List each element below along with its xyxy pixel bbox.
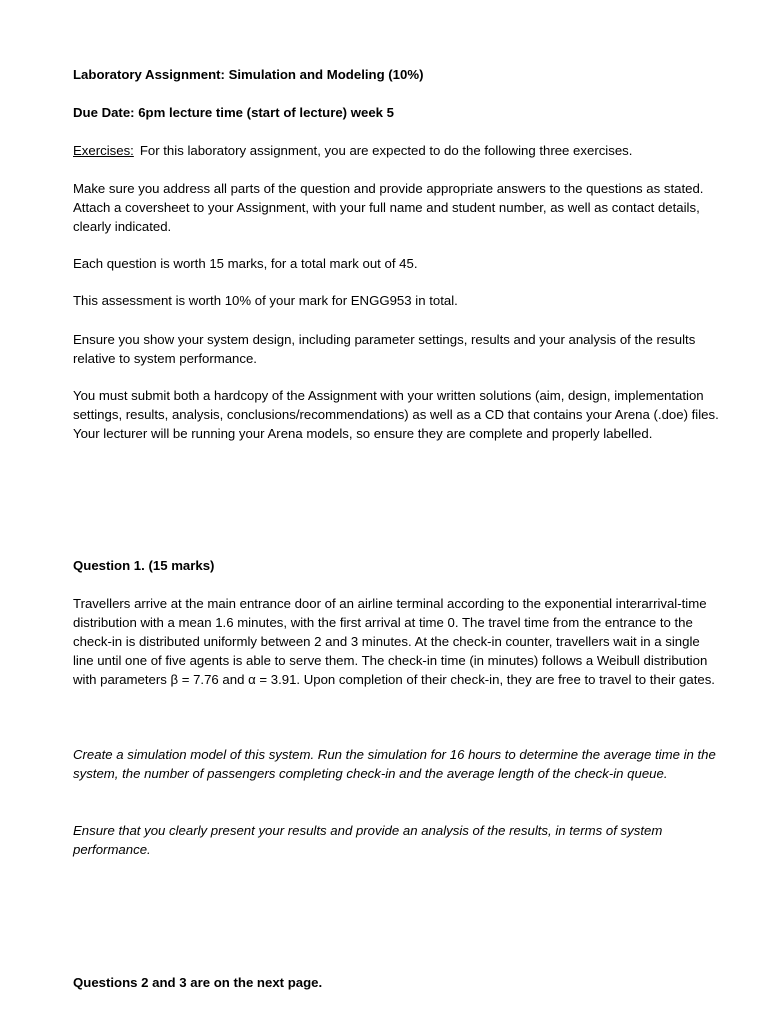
question-1-note: Ensure that you clearly present your results and provide an analysis of the results, in terms of system performance. [73,823,663,857]
question-1-task: Create a simulation model of this system. Run the simulation for 16 hours to determine the average time in the system, the number of passengers completing check-in and the average length of the check-in queue. [73,747,716,781]
instruction-paragraph-2: Each question is worth 15 marks, for a total mark out of 45. [73,256,418,271]
instruction-paragraph-1: Make sure you address all parts of the question and provide appropriate answers to the questions as stated. Attach a coversheet to your Assignment, with your full name and student number, as well as contact details, clearly indicated. [73,181,704,234]
exercises-text: For this laboratory assignment, you are expected to do the following three exercises. [139,143,633,158]
next-page-note: Questions 2 and 3 are on the next page. [73,975,323,990]
instruction-paragraph-5: You must submit both a hardcopy of the Assignment with your written solutions (aim, design, implementation settings, results, analysis, conclusions/recommendations) as well as a CD that contains your Arena (.doe) files. Your lecturer will be running your Arena models, so ensure they are complete and properly labelled. [73,388,719,441]
exercises-label: Exercises: [73,143,134,158]
instruction-paragraph-3: This assessment is worth 10% of your mark for ENGG953 in total. [73,293,458,308]
question-1-body: Travellers arrive at the main entrance door of an airline terminal according to the exponential interarrival-time distribution with a mean 1.6 minutes, with the first arrival at time 0. The travel time from the entrance to the check-in is distributed uniformly between 2 and 3 minutes. At the check-in counter, travellers wait in a single line until one of five agents is able to serve them. The check-in time (in minutes) follows a Weibull distribution with parameters β = 7.76 and α = 3.91. Upon completion of their check-in, they are free to travel to their gates. [73,596,715,687]
due-date: Due Date: 6pm lecture time (start of lecture) week 5 [73,105,394,120]
instruction-paragraph-4: Ensure you show your system design, including parameter settings, results and your analysis of the results relative to system performance. [73,332,696,366]
question-1-heading: Question 1. (15 marks) [73,558,215,573]
document-title: Laboratory Assignment: Simulation and Modeling (10%) [73,67,424,82]
exercises-paragraph [73,141,721,160]
